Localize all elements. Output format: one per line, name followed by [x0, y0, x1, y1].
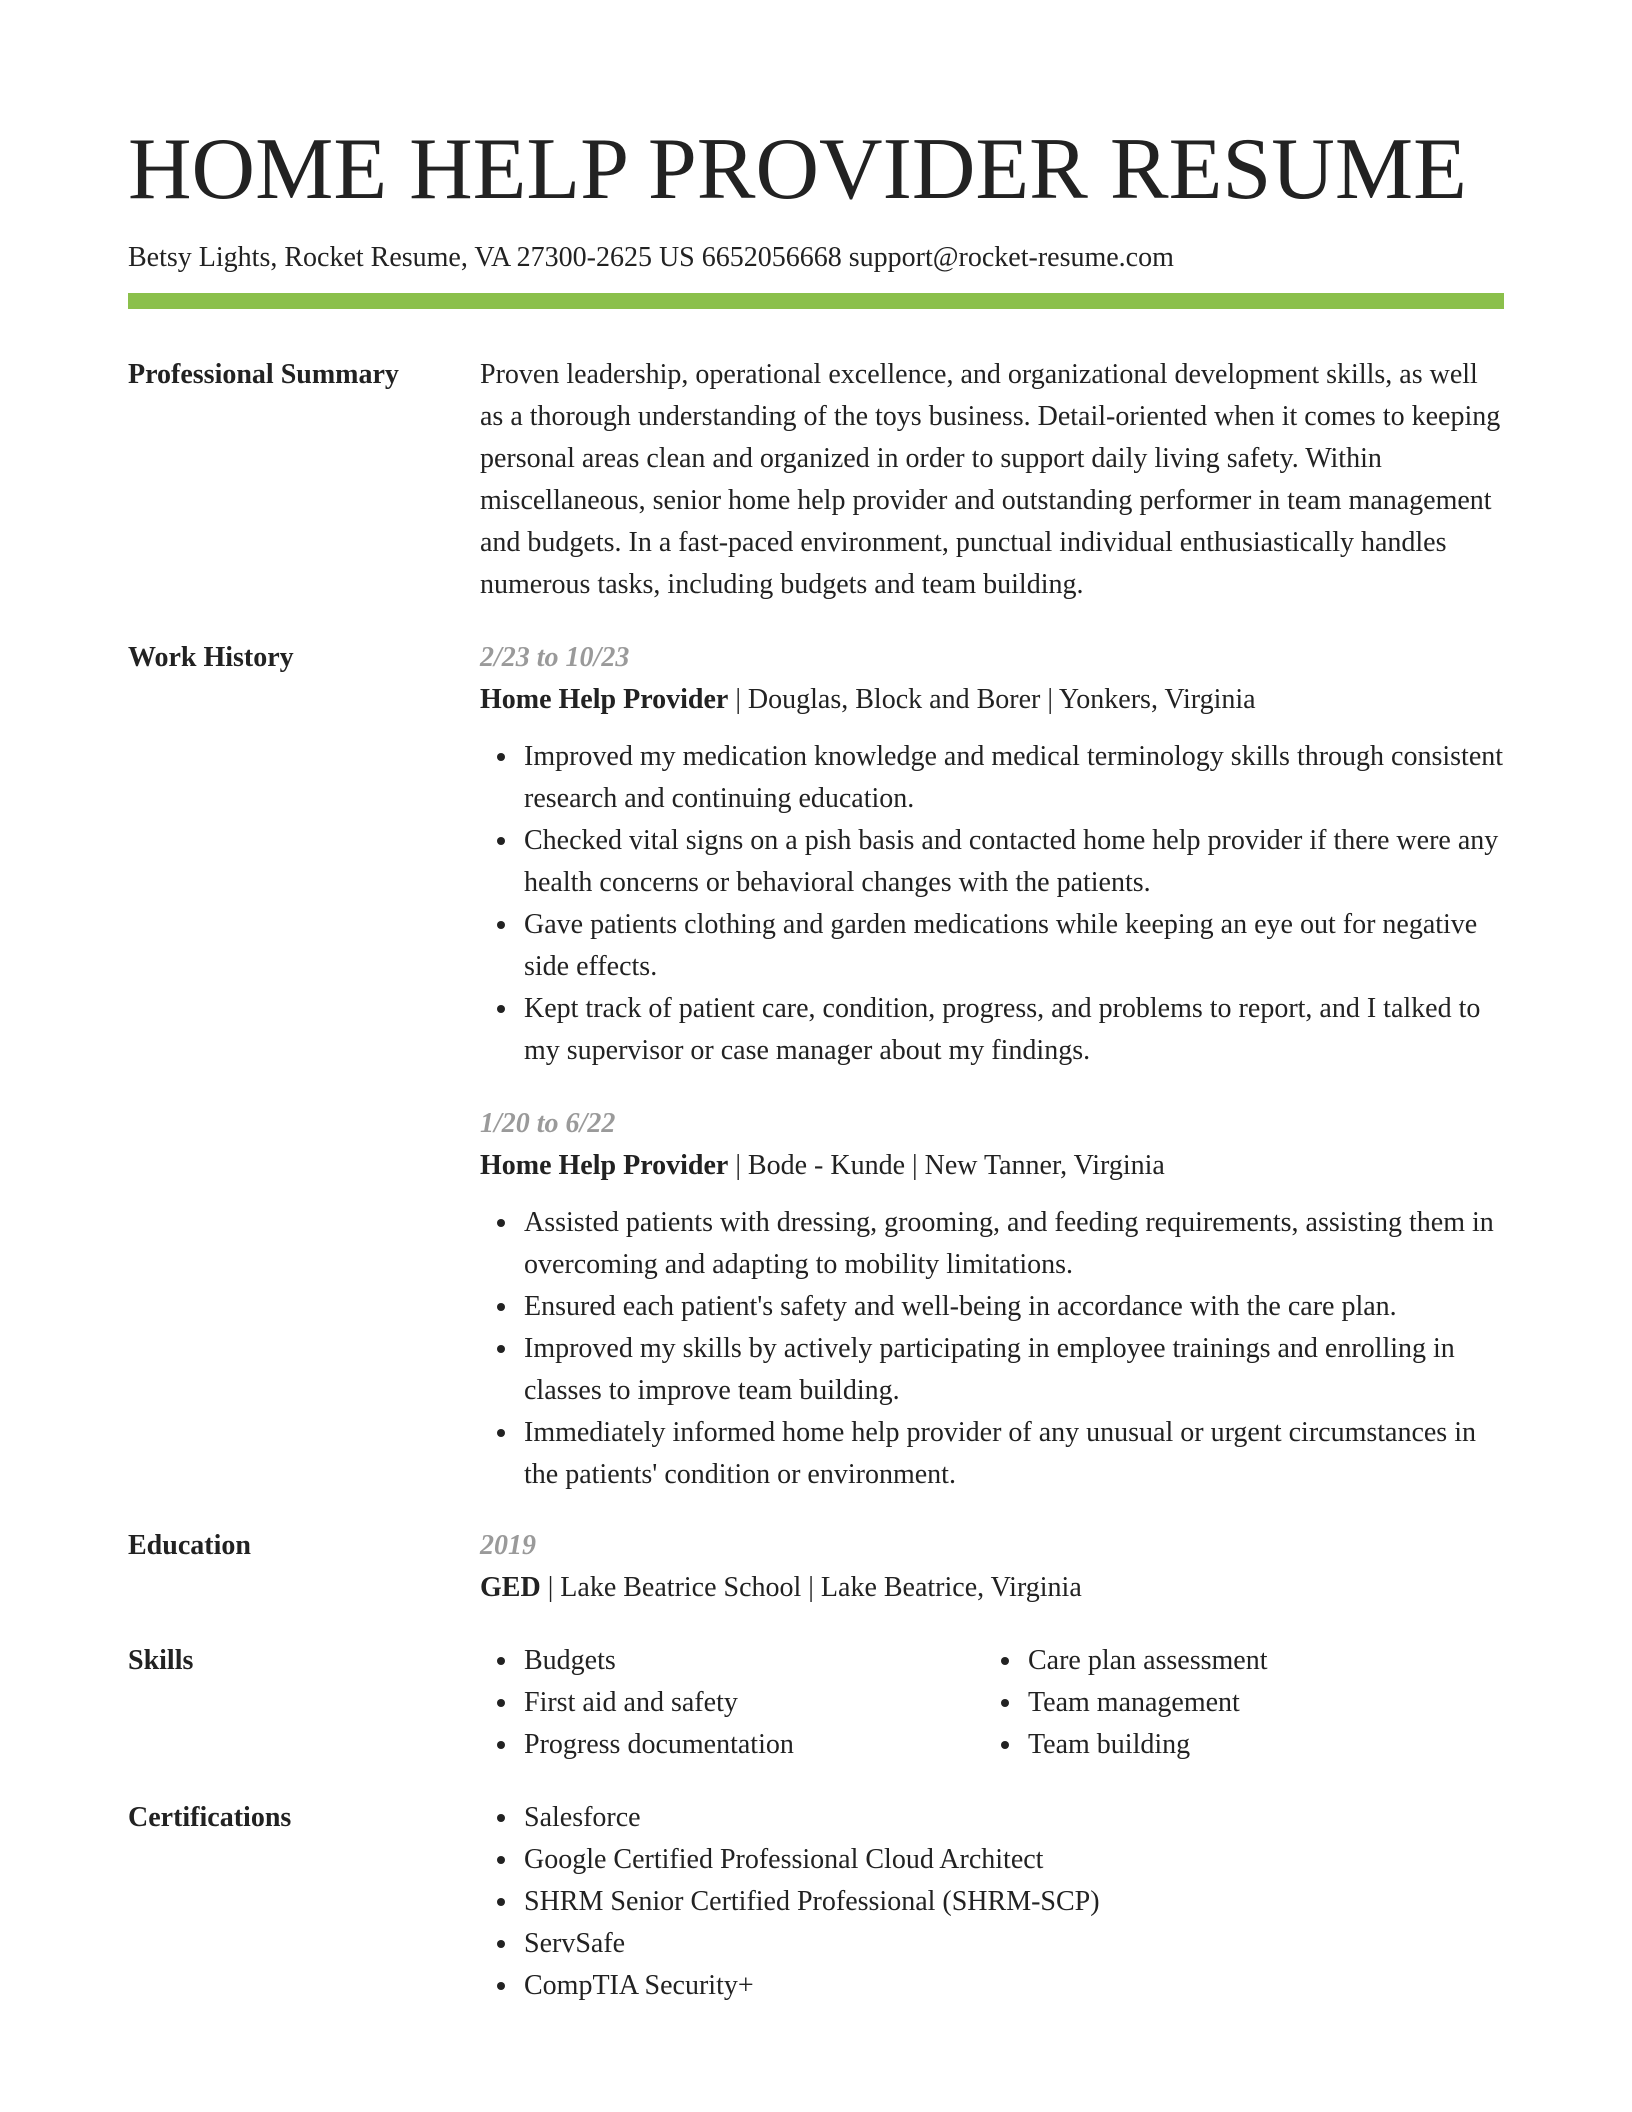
- skills-grid: [480, 1640, 1504, 1766]
- job-title-line: [480, 679, 1504, 721]
- job-entry: [480, 637, 1504, 1072]
- job-bullets: [480, 736, 1504, 1072]
- list-item: Checked vital signs on a pish basis and contacted home help provider if there were any health concerns or behavioral changes with the patients.: [524, 820, 1504, 904]
- list-item: Assisted patients with dressing, grooming, and feeding requirements, assisting them in overcoming and adapting to mobility limitations.: [524, 1202, 1504, 1286]
- job-details: | Douglas, Block and Borer | Yonkers, Virginia: [728, 684, 1256, 715]
- list-item: Ensured each patient's safety and well-being in accordance with the care plan.: [524, 1286, 1504, 1328]
- list-item: Progress documentation: [524, 1724, 984, 1766]
- job-dates: 2/23 to 10/23: [480, 642, 630, 673]
- skills-list-right: [984, 1640, 1488, 1766]
- work-history-section: [128, 637, 1504, 1496]
- section-label-education: Education: [128, 1530, 251, 1561]
- accent-divider: [128, 293, 1504, 309]
- certifications-section: [128, 1797, 1504, 2007]
- list-item: Kept track of patient care, condition, progress, and problems to report, and I talked to my supervisor or case manager about my findings.: [524, 988, 1504, 1072]
- resume-title: HOME HELP PROVIDER RESUME: [128, 121, 1467, 218]
- skills-column-right: [984, 1640, 1488, 1766]
- list-item: Immediately informed home help provider of any unusual or urgent circumstances in the patients' condition or environment.: [524, 1412, 1504, 1496]
- section-label-certifications: Certifications: [128, 1802, 292, 1833]
- list-item: Care plan assessment: [1028, 1640, 1488, 1682]
- list-item: Improved my medication knowledge and medical terminology skills through consistent research and continuing education.: [524, 736, 1504, 820]
- work-content: [480, 637, 1504, 1496]
- job-role: Home Help Provider: [480, 684, 729, 715]
- list-item: Google Certified Professional Cloud Architect: [524, 1839, 1504, 1881]
- list-item: Team management: [1028, 1682, 1488, 1724]
- section-label-work: Work History: [128, 642, 294, 673]
- list-item: SHRM Senior Certified Professional (SHRM-SCP): [524, 1881, 1504, 1923]
- skills-content: [480, 1640, 1504, 1766]
- summary-text: Proven leadership, operational excellence, and organizational development skills, as well as a thorough understanding of the toys business. Detail-oriented when it comes to keeping personal areas clean and organized in order to support daily living safety. Within miscellaneous, senior home help provider and outstanding performer in team management and budgets. In a fast-paced environment, punctual individual enthusiastically handles numerous tasks, including budgets and team building.: [480, 359, 1501, 600]
- list-item: Improved my skills by actively participating in employee trainings and enrolling in classes to improve team building.: [524, 1328, 1504, 1412]
- education-section: [128, 1525, 1504, 1609]
- job-dates: 1/20 to 6/22: [480, 1108, 616, 1139]
- list-item: Team building: [1028, 1724, 1488, 1766]
- education-year: 2019: [480, 1530, 536, 1561]
- certifications-list: [480, 1797, 1504, 2007]
- list-item: Gave patients clothing and garden medications while keeping an eye out for negative side effects.: [524, 904, 1504, 988]
- skills-list-left: [480, 1640, 984, 1766]
- professional-summary-section: [128, 354, 1504, 606]
- list-item: Salesforce: [524, 1797, 1504, 1839]
- certifications-content: [480, 1797, 1504, 2007]
- list-item: ServSafe: [524, 1923, 1504, 1965]
- section-label-summary: Professional Summary: [128, 359, 399, 390]
- job-entry: [480, 1103, 1504, 1496]
- education-line: [480, 1567, 1504, 1609]
- skills-section: [128, 1640, 1504, 1766]
- skills-column-left: [480, 1640, 984, 1766]
- education-content: [480, 1525, 1504, 1609]
- education-degree: GED: [480, 1572, 541, 1603]
- job-details: | Bode - Kunde | New Tanner, Virginia: [728, 1150, 1165, 1181]
- summary-content: [480, 354, 1504, 606]
- section-label-skills: Skills: [128, 1645, 194, 1676]
- list-item: Budgets: [524, 1640, 984, 1682]
- job-bullets: [480, 1202, 1504, 1496]
- job-title-line: [480, 1145, 1504, 1187]
- education-details: | Lake Beatrice School | Lake Beatrice, Virginia: [540, 1572, 1082, 1603]
- job-role: Home Help Provider: [480, 1150, 729, 1181]
- list-item: First aid and safety: [524, 1682, 984, 1724]
- contact-line: Betsy Lights, Rocket Resume, VA 27300-2625 US 6652056668 support@rocket-resume.com: [128, 242, 1174, 273]
- list-item: CompTIA Security+: [524, 1965, 1504, 2007]
